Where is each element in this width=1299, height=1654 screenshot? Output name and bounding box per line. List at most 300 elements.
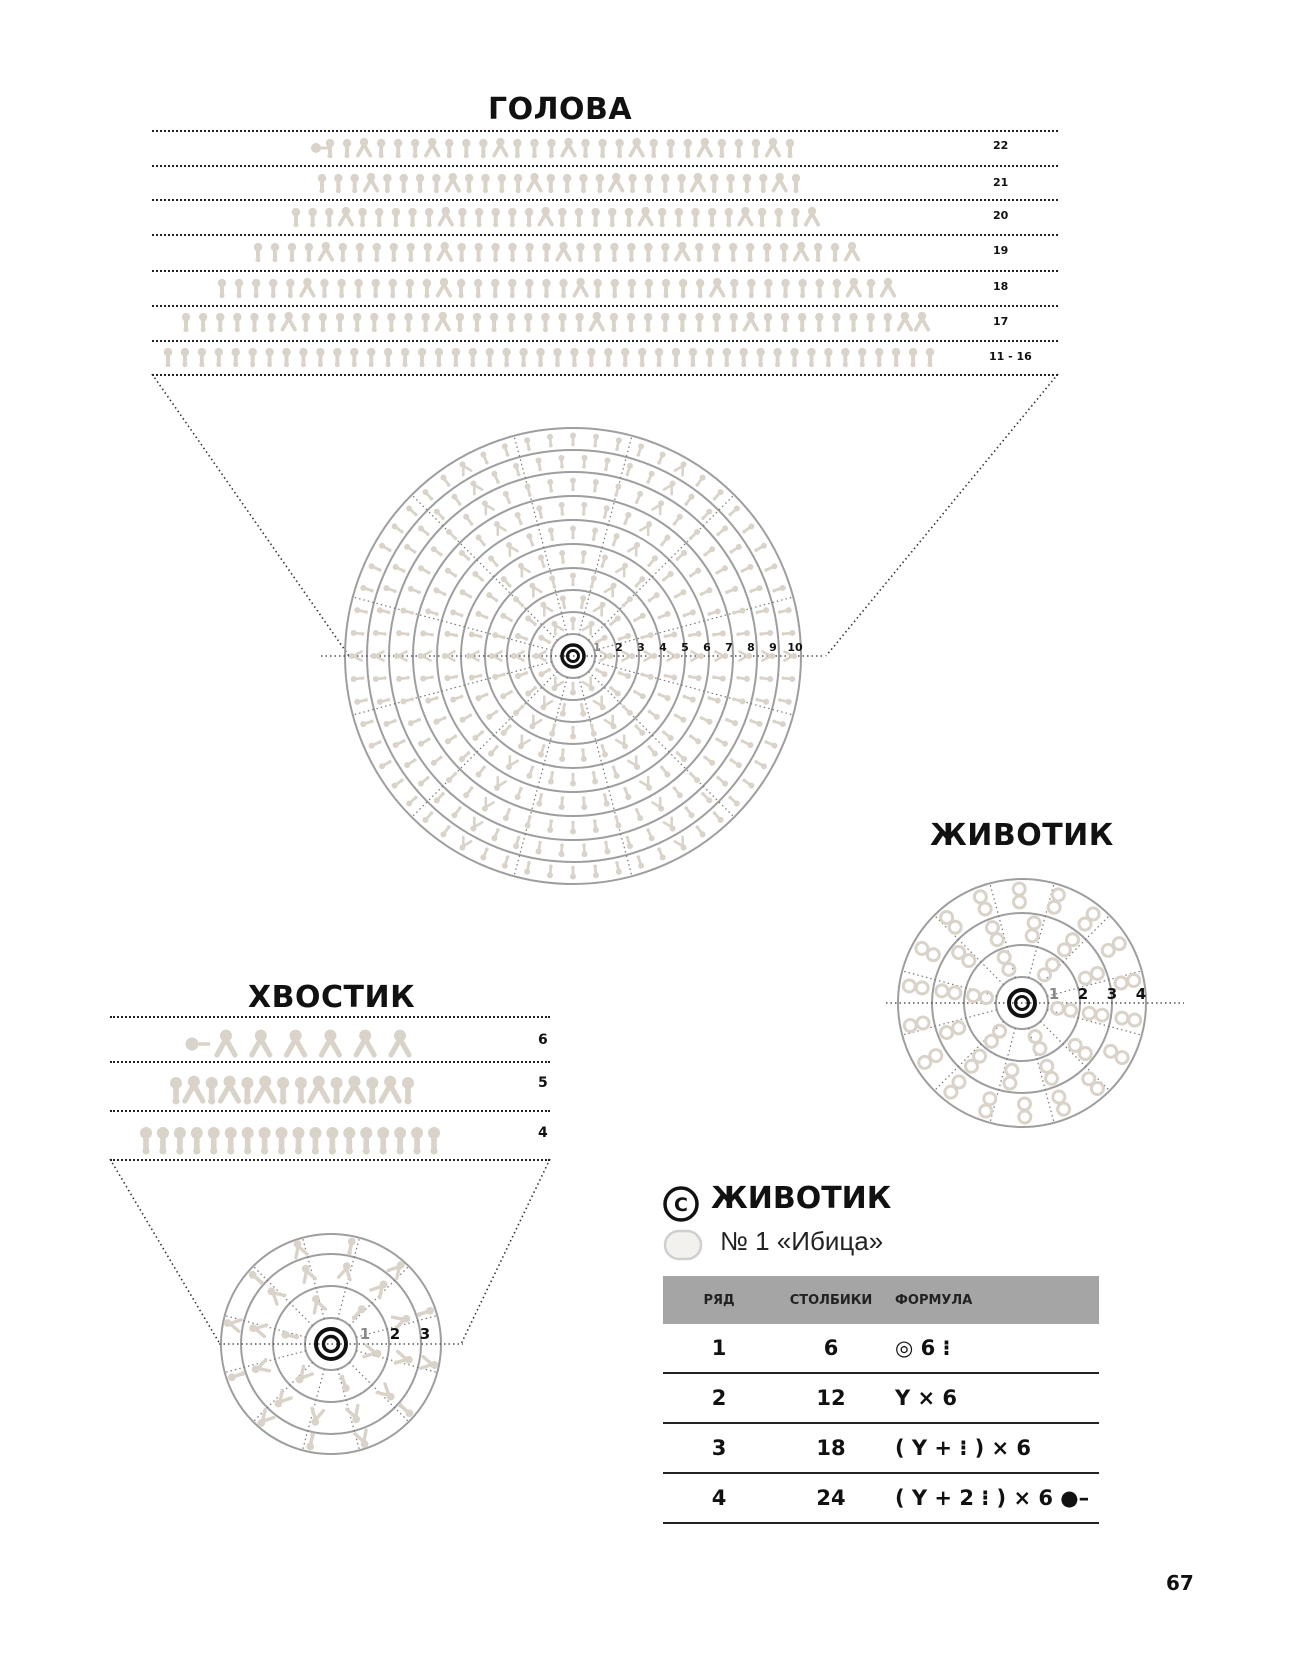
round-number: 4 <box>1135 985 1147 1003</box>
stitch-symbol <box>633 575 647 589</box>
cell-stitches: 24 <box>775 1473 887 1523</box>
stitch-symbol <box>603 840 611 855</box>
stitch-symbol <box>338 1374 351 1393</box>
stitch-symbol <box>417 736 432 748</box>
stitch-symbol <box>501 855 511 870</box>
stitch-symbol <box>942 1074 967 1101</box>
stitch-symbol <box>458 588 473 600</box>
stitch-symbol <box>512 835 522 850</box>
stitch-symbol <box>471 570 485 583</box>
stitch-symbol <box>935 984 962 1000</box>
stitch-symbol <box>673 588 688 600</box>
stitch-symbol <box>620 703 634 717</box>
stitch-symbol <box>403 543 418 556</box>
stitch-symbol <box>578 595 586 610</box>
stitch-symbol <box>620 595 634 609</box>
stitch-symbol <box>702 754 717 767</box>
stitch-symbol <box>1067 1037 1094 1062</box>
stitch-symbol <box>390 777 405 790</box>
stitch-symbol <box>457 460 471 475</box>
stitch-symbol <box>772 718 787 728</box>
stitch-symbol <box>1036 956 1061 983</box>
stitch-symbol <box>902 979 929 995</box>
stitch-symbol <box>763 739 778 750</box>
stitch-symbol <box>516 736 530 751</box>
stitch-symbol <box>608 614 622 627</box>
stitch-symbol <box>526 532 536 547</box>
row-label: 22 <box>993 139 1009 152</box>
head-stitch-row <box>254 242 859 262</box>
stitch-symbol <box>1003 1063 1019 1090</box>
stitch-symbol <box>973 889 993 917</box>
stitch-symbol <box>504 540 518 555</box>
stitch-symbol <box>660 570 674 583</box>
header-formula: ФОРМУЛА <box>887 1276 1099 1324</box>
stitch-symbol <box>663 631 678 640</box>
table-header-row <box>663 1276 1099 1324</box>
stitch-symbol <box>559 595 567 610</box>
stitch-symbol <box>524 483 533 498</box>
stitch-symbol <box>633 723 647 737</box>
stitch-symbol <box>985 920 1005 948</box>
stitch-symbol <box>547 527 555 542</box>
stitch-symbol <box>424 695 439 705</box>
stitch-symbol <box>683 493 696 508</box>
stitch-symbol <box>592 864 599 878</box>
stitch-symbol <box>590 770 598 785</box>
header-row: РЯД <box>663 1276 775 1324</box>
stitch-symbol <box>536 505 545 520</box>
stitch-symbol <box>714 564 729 576</box>
stitch-symbol <box>652 499 666 514</box>
stitch-symbol <box>400 696 415 705</box>
stitch-symbol <box>700 790 714 804</box>
stitch-symbol <box>671 785 684 800</box>
round-number: 5 <box>681 641 689 654</box>
stitch-symbol <box>715 774 729 787</box>
stitch-symbol <box>309 1293 325 1312</box>
stitch-symbol <box>538 697 552 712</box>
section-letter: C <box>674 1194 688 1216</box>
cell-stitches: 18 <box>775 1423 887 1473</box>
stitch-symbol <box>759 630 773 638</box>
stitch-symbol <box>350 1304 368 1323</box>
stitch-symbol <box>487 554 500 568</box>
funnel-line <box>152 374 349 656</box>
stitch-symbol <box>698 586 713 597</box>
stitch-symbol <box>524 860 533 875</box>
stitch-symbol <box>458 549 472 563</box>
stitch-symbol <box>601 793 610 808</box>
stitch-symbol <box>474 691 489 702</box>
stitch-symbol <box>1080 1070 1106 1097</box>
stitch-symbol <box>350 675 364 682</box>
cell-formula: Y × 6 <box>887 1373 1099 1423</box>
stitch-symbol <box>527 581 541 596</box>
round-number: 9 <box>769 641 777 654</box>
sector-line <box>1040 1021 1109 1090</box>
stitch-symbol <box>500 723 514 737</box>
stitch-symbol <box>635 855 645 870</box>
stitch-symbol <box>588 575 597 590</box>
stitch-symbol <box>763 562 778 573</box>
stitch-symbol <box>570 573 576 587</box>
stitch-symbol <box>444 673 459 681</box>
stitch-symbol <box>524 814 533 829</box>
stitch-symbol <box>487 743 500 757</box>
stitch-symbol <box>570 682 576 696</box>
stitch-symbol <box>390 522 405 535</box>
cell-formula: ( Y + ⁝ ) × 6 <box>887 1423 1099 1473</box>
row-label: 4 <box>538 1125 548 1141</box>
stitch-symbol <box>526 765 536 780</box>
stitch-symbol <box>748 717 763 727</box>
stitch-symbol <box>485 591 500 604</box>
stitch-symbol <box>485 708 500 721</box>
tail-title: ХВОСТИК <box>248 980 416 1015</box>
stitch-symbol <box>632 612 647 624</box>
stitch-symbol <box>724 716 739 727</box>
stitch-symbol <box>675 837 689 852</box>
funnel-line <box>461 1159 550 1344</box>
stitch-symbol <box>687 770 701 784</box>
stitch-symbol <box>682 609 697 619</box>
head-title: ГОЛОВА <box>488 92 633 127</box>
round-number: 6 <box>703 641 711 654</box>
stitch-symbol <box>458 750 472 764</box>
cell-row: 4 <box>663 1473 775 1523</box>
stitch-symbol <box>594 600 608 615</box>
stitch-symbol <box>547 770 555 785</box>
stitch-symbol <box>512 462 522 477</box>
stitch-symbol <box>394 652 407 661</box>
stitch-symbol <box>950 944 977 969</box>
stitch-symbol <box>781 630 795 637</box>
stitch-symbol <box>512 703 526 717</box>
stitch-symbol <box>656 846 667 861</box>
stitch-symbol <box>392 563 407 575</box>
stitch-symbol <box>223 1317 242 1332</box>
stitch-symbol <box>378 758 393 770</box>
stitch-symbol <box>632 688 647 700</box>
stitch-symbol <box>668 652 681 661</box>
table-row <box>663 1373 1099 1423</box>
stitch-symbol <box>916 1047 944 1070</box>
stitch-symbol <box>492 519 506 534</box>
stitch-symbol <box>371 1278 391 1298</box>
stitch-symbol <box>502 490 513 505</box>
stitch-symbol <box>963 1048 988 1075</box>
row-label: 17 <box>993 315 1009 328</box>
stitch-symbol <box>646 743 659 757</box>
tail-stitch-row <box>186 1030 410 1055</box>
stitch-symbol <box>471 729 485 742</box>
stitch-symbol <box>739 563 754 575</box>
tail-stitch-row <box>140 1127 440 1155</box>
stitch-symbol <box>354 697 369 706</box>
stitch-symbol <box>594 666 609 678</box>
stitch-symbol <box>368 562 383 573</box>
cell-row: 1 <box>663 1324 775 1373</box>
stitch-symbol <box>656 610 671 621</box>
stitch-symbol <box>364 1345 383 1360</box>
stitch-symbol <box>590 527 598 542</box>
stitch-symbol <box>578 702 586 717</box>
stitch-symbol <box>373 630 387 638</box>
stitch-symbol <box>479 451 490 466</box>
stitch-symbol <box>781 675 795 682</box>
stitch-symbol <box>580 550 587 564</box>
stitch-symbol <box>349 652 362 661</box>
stitch-symbol <box>1082 1006 1109 1022</box>
stitch-symbol <box>449 693 464 703</box>
stitch-symbol <box>445 528 459 542</box>
stitch-symbol <box>640 631 655 640</box>
stitch-symbol <box>512 595 526 609</box>
stitch-symbol <box>1115 1011 1142 1027</box>
stitch-symbol <box>449 609 464 619</box>
stitch-symbol <box>474 533 487 548</box>
stitch-symbol <box>466 652 479 661</box>
stitch-symbol <box>1018 1098 1031 1123</box>
stitch-symbol <box>345 1237 356 1256</box>
round-number: 3 <box>637 641 645 654</box>
stitch-symbol <box>645 827 656 842</box>
stitch-symbol <box>489 652 502 661</box>
stitch-symbol <box>687 673 702 681</box>
stitch-symbol <box>707 695 722 705</box>
stitch-symbol <box>570 866 576 880</box>
stitch-symbol <box>480 499 494 514</box>
stitch-symbol <box>664 479 678 494</box>
stitch-symbol <box>405 794 419 808</box>
stitch-symbol <box>227 1369 246 1382</box>
stitch-symbol <box>610 532 620 547</box>
stitch-symbol <box>640 777 654 792</box>
chain-start-icon <box>311 143 321 153</box>
round-number: 1 <box>1048 985 1060 1003</box>
stitch-symbol <box>265 1284 285 1304</box>
stitch-symbol <box>420 674 435 682</box>
stitch-symbol <box>570 478 576 492</box>
table-row <box>663 1324 1099 1373</box>
stitch-symbol <box>903 1016 930 1033</box>
round-number: 2 <box>1077 985 1089 1003</box>
stitch-symbol <box>547 433 554 447</box>
stitch-symbol <box>373 675 387 683</box>
row-label: 5 <box>538 1075 548 1091</box>
round-number: 4 <box>659 641 667 654</box>
stitch-symbol <box>535 457 543 472</box>
stitch-symbol <box>468 818 482 833</box>
stitch-symbol <box>433 790 447 804</box>
stitch-symbol <box>570 617 576 631</box>
stitch-symbol <box>293 1366 313 1386</box>
stitch-symbol <box>407 585 422 596</box>
stitch-symbol <box>624 835 634 850</box>
head-stitch-row <box>311 138 794 158</box>
stitch-symbol <box>468 631 483 640</box>
stitch-symbol <box>524 614 538 627</box>
stitch-symbol <box>646 708 661 721</box>
stitch-symbol <box>458 712 473 724</box>
stitch-symbol <box>736 630 750 638</box>
stitch-symbol <box>439 473 452 488</box>
stitch-symbol <box>601 505 610 520</box>
stitch-symbol <box>682 693 697 703</box>
head-stitch-row <box>318 173 800 193</box>
stitch-symbol <box>439 824 452 839</box>
stitch-symbol <box>996 950 1016 978</box>
stitch-symbol <box>360 584 375 594</box>
stitch-symbol <box>622 511 633 526</box>
stitch-symbol <box>490 470 501 485</box>
round-number: 1 <box>593 641 601 654</box>
stitch-symbol <box>683 805 696 820</box>
stitch-symbol <box>457 837 471 852</box>
stitch-symbol <box>613 814 622 829</box>
head-stitch-row <box>182 312 929 332</box>
stitch-symbol <box>558 796 565 810</box>
stitch-symbol <box>514 786 525 801</box>
head-stitch-row <box>218 278 895 298</box>
stitch-symbol <box>755 607 770 616</box>
tail-stitch-row <box>170 1076 414 1105</box>
stitch-symbol <box>299 1263 315 1282</box>
stitch-symbol <box>616 561 630 576</box>
stitch-symbol <box>492 671 507 680</box>
stitch-symbol <box>741 777 756 790</box>
stitch-symbol <box>378 542 393 554</box>
stitch-symbol <box>983 1023 1008 1050</box>
stitch-symbol <box>559 748 566 762</box>
stitch-symbol <box>417 774 431 787</box>
stitch-symbol <box>603 457 611 472</box>
stitch-symbol <box>616 736 630 751</box>
stitch-symbol <box>674 549 688 563</box>
stitch-symbol <box>559 702 567 717</box>
stitch-symbol <box>548 575 557 590</box>
stitch-symbol <box>405 504 419 518</box>
round-number: 3 <box>1106 985 1118 1003</box>
section-letter-icon <box>661 1184 701 1224</box>
stitch-symbol <box>421 488 435 502</box>
stitch-symbol <box>430 754 445 767</box>
stitch-symbol <box>614 437 623 452</box>
head-round-diagram <box>321 428 825 884</box>
stitch-symbol <box>444 733 459 746</box>
stitch-symbol <box>504 756 518 771</box>
stitch-symbol <box>628 756 642 771</box>
stitch-symbol <box>492 777 506 792</box>
stitch-symbol <box>559 550 566 564</box>
stitch-symbol <box>675 460 689 475</box>
yarn-color-swatch <box>661 1227 705 1263</box>
funnel-line <box>110 1159 220 1344</box>
stitch-symbol <box>687 630 702 638</box>
stitch-symbol <box>535 840 543 855</box>
stitch-symbol <box>416 1306 435 1319</box>
stitch-symbol <box>450 493 463 508</box>
stitch-symbol <box>753 758 768 770</box>
stitch-symbol <box>660 729 674 742</box>
stitch-symbol <box>914 940 942 963</box>
stitch-symbol <box>500 575 514 589</box>
round-table <box>663 1276 1099 1524</box>
stitch-symbol <box>537 666 552 678</box>
cell-row: 2 <box>663 1373 775 1423</box>
stitch-symbol <box>755 696 770 705</box>
row-label: 6 <box>538 1032 548 1048</box>
stitch-symbol <box>1051 1002 1078 1018</box>
stitch-symbol <box>479 846 490 861</box>
stitch-symbol <box>538 600 552 615</box>
stitch-symbol <box>377 1384 397 1404</box>
stitch-symbol <box>444 566 459 579</box>
stitch-symbol <box>938 909 964 936</box>
stitch-symbol <box>547 864 554 878</box>
stitch-symbol <box>610 765 620 780</box>
row-label: 18 <box>993 280 1009 293</box>
stitch-symbol <box>420 630 435 638</box>
round-number: 10 <box>787 641 803 654</box>
stitch-symbol <box>1051 1089 1071 1117</box>
stitch-symbol <box>533 652 546 661</box>
round-number: 1 <box>359 1325 371 1343</box>
stitch-symbol <box>594 697 608 712</box>
stitch-symbol <box>516 561 530 576</box>
stitch-symbol <box>640 671 655 680</box>
cell-row: 3 <box>663 1423 775 1473</box>
stitch-symbol <box>583 619 597 634</box>
stitch-symbol <box>592 819 600 833</box>
stitch-symbol <box>712 630 727 638</box>
stitch-symbol <box>581 796 588 810</box>
stitch-symbol <box>694 473 707 488</box>
stitch-symbol <box>350 630 364 637</box>
stitch-symbol <box>715 524 729 537</box>
stitch-symbol <box>748 584 763 594</box>
stitch-symbol <box>652 798 666 813</box>
stitch-symbol <box>392 738 407 750</box>
stitch-symbol <box>739 738 754 750</box>
table-row <box>663 1473 1099 1523</box>
stitch-symbol <box>368 739 383 750</box>
stitch-symbol <box>445 770 459 784</box>
stitch-symbol <box>527 716 541 731</box>
stitch-symbol <box>736 675 750 683</box>
stitch-symbol <box>656 691 671 702</box>
stitch-symbol <box>759 675 773 683</box>
stitch-symbol <box>741 522 756 535</box>
stitch-symbol <box>707 608 722 618</box>
chain-start-icon <box>186 1038 199 1051</box>
stitch-symbol <box>433 507 447 521</box>
stitch-symbol <box>727 794 741 808</box>
stitch-symbol <box>623 652 636 661</box>
stitch-symbol <box>939 1020 967 1040</box>
stitch-symbol <box>407 716 422 727</box>
stitch-symbol <box>421 1357 440 1372</box>
stitch-symbol <box>671 513 684 528</box>
stitch-symbol <box>633 807 644 822</box>
stitch-symbol <box>570 433 576 447</box>
stitch-symbol <box>714 736 729 748</box>
stitch-symbol <box>376 607 391 616</box>
stitch-symbol <box>499 688 514 700</box>
stitch-symbol <box>468 672 483 681</box>
stitch-symbol <box>1025 916 1041 943</box>
